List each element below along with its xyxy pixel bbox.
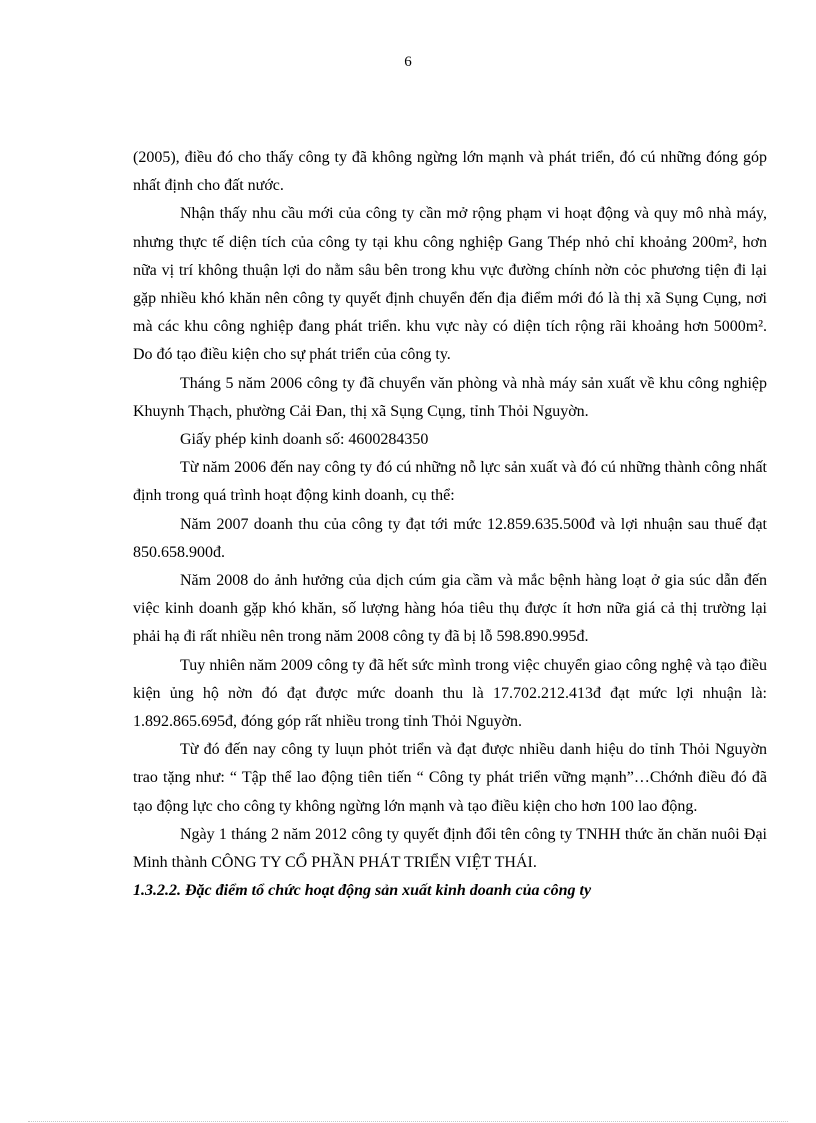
- section-heading: 1.3.2.2. Đặc điểm tổ chức hoạt động sản xuất kinh doanh của công ty: [133, 882, 592, 900]
- paragraph: Năm 2008 do ảnh hưởng của dịch cúm gia cầm và mắc bệnh hàng loạt ở gia súc dẫn đến việc kinh doanh gặp khó khăn, số lượng hàng hóa tiêu thụ được ít hơn nữa giá cả thị trường lại phải hạ đi rất nhiều nên trong năm 2008 công ty đã bị lỗ 598.890.995đ.: [133, 572, 767, 646]
- paragraph: Tuy nhiên năm 2009 công ty đã hết sức mình trong việc chuyển giao công nghệ và tạo điều kiện ủng hộ nờn đó đạt được mức doanh thu là 17.702.212.413đ đạt mức lợi nhuận là: 1.892.865.695đ, đóng góp rất nhiều trong tỉnh Thỏi Nguyờn.: [133, 656, 767, 731]
- page-bottom-divider: [28, 1121, 788, 1122]
- paragraph: Tháng 5 năm 2006 công ty đã chuyển văn phòng và nhà máy sản xuất về khu công nghiệp Khuynh Thạch, phường Cải Đan, thị xã Sụng Cụng, tỉnh Thỏi Nguyờn.: [133, 374, 767, 420]
- paragraph: Từ đó đến nay công ty luụn phỏt triển và đạt được nhiều danh hiệu do tỉnh Thỏi Nguyờn trao tặng như: “ Tập thể lao động tiên tiến “ Công ty phát triển vững mạnh”…Chớnh điều đó đã tạo động lực cho công ty không ngừng lớn mạnh và tạo điều kiện cho hơn 100 lao động.: [133, 741, 767, 815]
- paragraph: Năm 2007 doanh thu của công ty đạt tới mức 12.859.635.500đ và lợi nhuận sau thuế đạt 850.658.900đ.: [133, 515, 767, 561]
- paragraph: Từ năm 2006 đến nay công ty đó cú những nỗ lực sản xuất và đó cú những thành công nhất định trong quá trình hoạt động kinh doanh, cụ thể:: [133, 459, 767, 505]
- paragraph: Nhận thấy nhu cầu mới của công ty cần mở rộng phạm vi hoạt động và quy mô nhà máy, nhưng thực tế diện tích của công ty tại khu công nghiệp Gang Thép nhỏ chỉ khoảng 200m², hơn nữa vị trí không thuận lợi do nằm sâu bên trong khu vực đường chính nờn cỏc phương tiện đi lại gặp nhiều khó khăn nên công ty quyết định chuyển đến địa điểm mới đó là thị xã Sụng Cụng, nơi mà các khu công nghiệp đang phát triển. khu vực này có diện tích rộng rãi khoảng hơn 5000m². Do đó tạo điều kiện cho sự phát triển của công ty.: [133, 205, 767, 364]
- document-body: [133, 144, 767, 905]
- paragraph: (2005), điều đó cho thấy công ty đã không ngừng lớn mạnh và phát triển, đó cú những đóng góp nhất định cho đất nước.: [133, 149, 767, 195]
- paragraph: Giấy phép kinh doanh số: 4600284350: [180, 431, 429, 449]
- page-number: 6: [404, 54, 412, 70]
- paragraph: Ngày 1 tháng 2 năm 2012 công ty quyết định đổi tên công ty TNHH thức ăn chăn nuôi Đại Minh thành CÔNG TY CỔ PHẦN PHÁT TRIỂN VIỆT THÁI.: [133, 825, 767, 872]
